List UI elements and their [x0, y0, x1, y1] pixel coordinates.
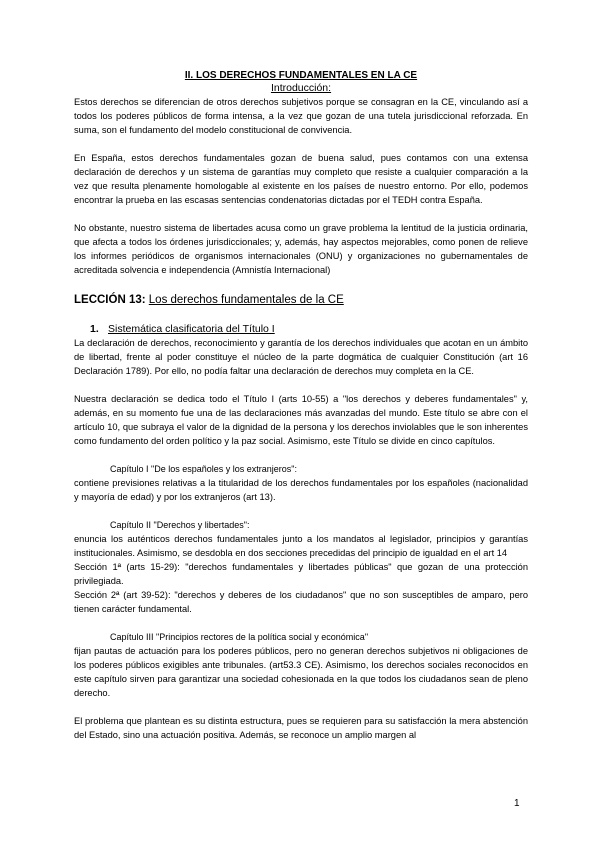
chapter-1-text: contiene previsiones relativas a la titularidad de los derechos fundamentales por los españoles (nacionalidad y mayoría de edad) y por los extranjeros (art 13). — [74, 478, 528, 502]
section-1-paragraph-2: Nuestra declaración se dedica todo el Título I (arts 10-55) a "los derechos y deberes fundamentales" y, además, en su momento fue una de las declaraciones más avanzadas del mundo. Este título se abre con el artículo 10, que subraya el valor de la dignidad de la persona y los derechos inviolables que le son inherentes como fundamento del orden político y la paz social. Asimismo, este Título se divide en cinco capítulos. — [74, 394, 528, 446]
chapter-3-text: fijan pautas de actuación para los poderes públicos, pero no generan derechos subjetivos ni obligaciones de los poderes públicos exigibles ante tribunales. (art53.3 CE). Asimismo, los derechos sociales reconocidos en este capítulo sirven para garantizar una sociedad cohesionada en la que todos los ciudadanos sean de pleno derecho. — [74, 646, 528, 698]
final-paragraph: El problema que plantean es su distinta estructura, pues se requieren para su satisfacción la mera abstención del Estado, sino una actuación positiva. Además, se reconoce un amplio margen al — [74, 716, 528, 740]
intro-paragraph-2: En España, estos derechos fundamentales gozan de buena salud, pues contamos con una extensa declaración de derechos y un sistema de garantías muy completo que resiste a cualquier comparación a la vez que resulta plenamente homologable al existente en los países de nuestro entorno. Por ello, podemos encontrar la prueba en las escasas sentencias condenatorias dictadas por el TEDH contra España. — [74, 153, 528, 205]
intro-heading: Introducción: — [270, 82, 332, 94]
lesson-heading — [74, 293, 528, 308]
lesson-title: Los derechos fundamentales de la CE — [148, 294, 344, 306]
document-page — [74, 70, 528, 742]
chapter-3-heading: Capítulo III "Principios rectores de la política social y económica" — [110, 632, 369, 642]
chapter-2-section-1: Sección 1ª (arts 15-29): "derechos fundamentales y libertades públicas" que gozan de una protección privilegiada. — [74, 562, 528, 586]
chapter-2-text: enuncia los auténticos derechos fundamentales junto a los mandatos al legislador, principios y garantías institucionales. Asimismo, se desdobla en dos secciones precedidas del principio de igualdad en el art 14 — [74, 534, 528, 558]
page-number: 1 — [514, 798, 520, 809]
document-title: II. LOS DERECHOS FUNDAMENTALES EN LA CE — [184, 70, 418, 81]
chapter-1-heading: Capítulo I "De los españoles y los extranjeros": — [110, 464, 297, 474]
section-1-title: Sistemática clasificatoria del Título I — [108, 323, 275, 335]
section-1-paragraph-1: La declaración de derechos, reconocimiento y garantía de los derechos individuales que acotan en un ámbito de libertad, frente al poder constituye el núcleo de la parte dogmática de cualquier Constitución (art 16 Declaración 1789). Por ello, no podía faltar una declaración de derechos muy completa en la CE. — [74, 338, 528, 376]
intro-paragraph-1: Estos derechos se diferencian de otros derechos subjetivos porque se consagran en la CE, vinculando así a todos los poderes públicos de forma intensa, a la vez que gozan de una tutela jurisdiccional reforzada. En suma, son el fundamento del modelo constitucional de convivencia. — [74, 97, 528, 135]
chapter-2-heading: Capítulo II "Derechos y libertades": — [110, 520, 250, 530]
lesson-label: LECCIÓN 13: — [74, 294, 146, 306]
chapter-2-section-2: Sección 2ª (art 39-52): "derechos y deberes de los ciudadanos" que no son susceptibles de amparo, pero tienen carácter fundamental. — [74, 590, 528, 614]
section-1-heading — [74, 323, 528, 336]
section-1-number: 1. — [90, 323, 99, 335]
intro-paragraph-3: No obstante, nuestro sistema de libertades acusa como un grave problema la lentitud de la justicia ordinaria, que afecta a todos los órdenes jurisdiccionales; y, además, hay aspectos mejorables, como ponen de relieve los informes periódicos de organismos internacionales (ONU) y organizaciones no gubernamentales de acreditada solvencia e independencia (Amnistía Internacional) — [74, 223, 528, 275]
